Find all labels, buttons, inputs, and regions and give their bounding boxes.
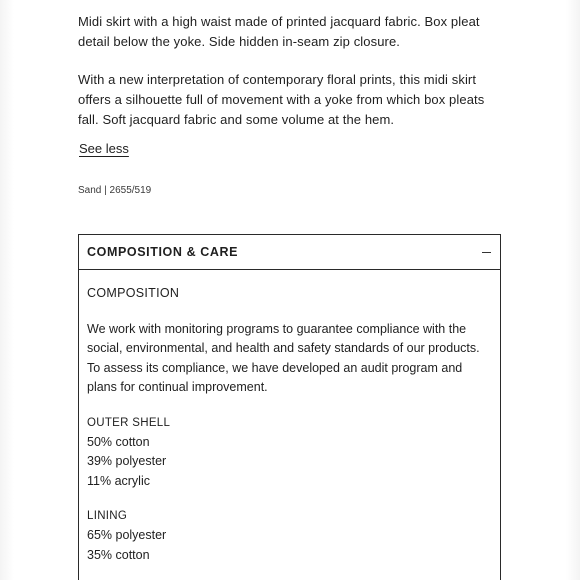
composition-care-body [79, 270, 500, 565]
lining-title: LINING [87, 510, 128, 522]
left-edge-shade [0, 0, 14, 580]
product-description [78, 12, 508, 130]
composition-heading: COMPOSITION [87, 286, 180, 300]
outer-shell-item: 39% polyester [87, 454, 167, 468]
composition-care-panel [78, 234, 501, 580]
outer-shell-item: 50% cotton [87, 434, 150, 449]
lining-item: 35% cotton [87, 547, 150, 562]
see-less-link[interactable]: See less [79, 141, 129, 156]
minus-icon[interactable] [482, 252, 491, 253]
description-paragraph-2: With a new interpretation of contemporary floral prints, this midi skirt offers a silhouette full of movement with a yoke from which box pleats fall. Soft jacquard fabric and some volume at the hem. [78, 72, 485, 127]
description-paragraph-1: Midi skirt with a high waist made of printed jacquard fabric. Box pleat detail below the yoke. Side hidden in-seam zip closure. [78, 14, 480, 49]
right-edge-shade [566, 0, 580, 580]
color-reference: Sand | 2655/519 [78, 185, 152, 196]
panel-title: COMPOSITION & CARE [87, 245, 239, 259]
lining-item: 65% polyester [87, 528, 167, 542]
outer-shell-item: 11% acrylic [87, 473, 150, 488]
composition-intro: We work with monitoring programs to guarantee compliance with the social, environmental, and health and safety standards of our products. To assess its compliance, we have developed an audit program and plans for continual improvement. [87, 321, 480, 394]
lining-group [87, 507, 492, 565]
outer-shell-group [87, 414, 492, 492]
outer-shell-title: OUTER SHELL [87, 416, 171, 429]
composition-care-header[interactable] [79, 235, 500, 270]
